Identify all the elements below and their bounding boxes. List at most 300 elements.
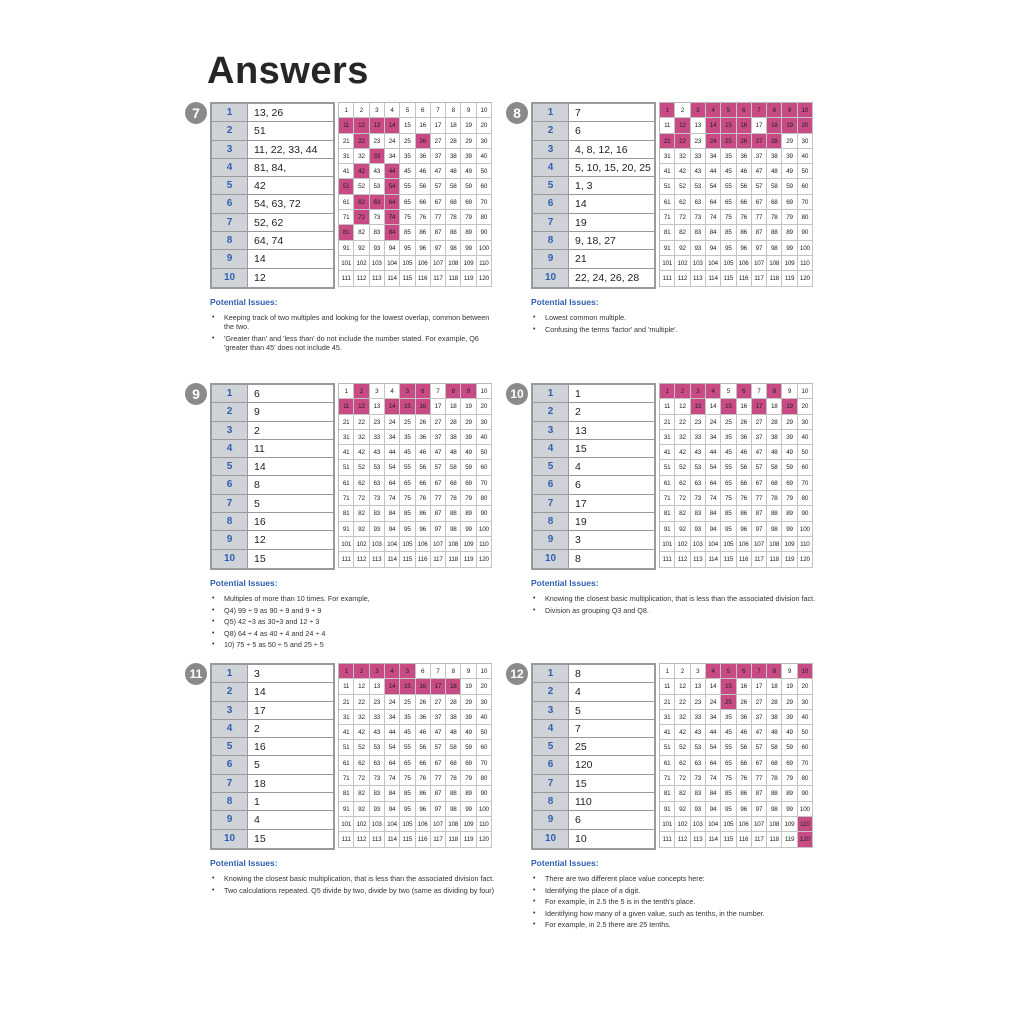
grid-cell: 44 [385,725,400,740]
grid-cell: 112 [675,271,690,286]
grid-cell: 108 [446,256,461,271]
grid-cell-highlighted: 21 [660,134,675,149]
grid-cell: 35 [721,430,736,445]
grid-cell: 89 [461,506,476,521]
grid-cell: 106 [737,256,752,271]
grid-cell-highlighted: 5 [721,664,736,679]
grid-cell: 74 [385,491,400,506]
grid-cell: 68 [767,195,782,210]
answer-index: 8 [212,232,248,249]
grid-cell: 102 [354,817,369,832]
potential-issues [210,578,500,652]
grid-cell: 73 [370,210,385,225]
grid-cell: 53 [691,179,706,194]
answer-row [533,793,654,811]
grid-cell: 43 [691,164,706,179]
grid-cell: 117 [752,832,767,847]
issues-list [210,874,500,895]
grid-cell: 75 [400,771,415,786]
grid-cell: 104 [706,537,721,552]
grid-cell-highlighted: 54 [385,179,400,194]
grid-cell: 110 [477,537,492,552]
answer-value: 3 [254,668,260,680]
grid-cell: 112 [354,271,369,286]
grid-cell-highlighted: 26 [737,134,752,149]
grid-cell: 105 [721,256,736,271]
issues-heading: Potential Issues: [531,578,599,588]
grid-cell: 54 [706,740,721,755]
answer-index: 1 [533,385,569,402]
answer-value: 7 [575,722,581,735]
grid-cell-highlighted: 84 [385,225,400,240]
grid-cell: 93 [370,802,385,817]
grid-cell: 88 [446,506,461,521]
grid-cell: 102 [675,817,690,832]
grid-cell: 59 [782,179,797,194]
grid-cell: 63 [691,756,706,771]
grid-cell: 117 [752,271,767,286]
grid-cell: 40 [477,430,492,445]
grid-cell: 113 [691,832,706,847]
grid-cell: 18 [446,118,461,133]
potential-issues [210,858,500,897]
grid-cell: 76 [416,210,431,225]
grid-cell: 59 [461,460,476,475]
grid-cell: 87 [431,506,446,521]
grid-cell: 96 [737,241,752,256]
grid-cell: 99 [461,522,476,537]
grid-cell: 85 [721,786,736,801]
grid-cell: 38 [767,149,782,164]
answer-row [212,458,333,476]
grid-cell: 86 [416,786,431,801]
grid-cell: 97 [431,522,446,537]
answer-index: 2 [212,683,248,700]
grid-cell: 70 [798,476,813,491]
answer-index: 10 [533,550,569,568]
answer-value: 8 [575,668,581,680]
grid-cell: 106 [737,817,752,832]
grid-cell: 32 [354,710,369,725]
answer-row [212,811,333,829]
grid-cell: 21 [660,415,675,430]
grid-cell-highlighted: 17 [752,399,767,414]
grid-cell: 100 [477,802,492,817]
answer-row [212,104,333,122]
grid-cell: 61 [339,195,354,210]
hundred-twenty-grid [659,102,813,287]
grid-cell: 81 [660,786,675,801]
answer-row [212,830,333,848]
grid-cell: 11 [339,679,354,694]
grid-cell: 32 [675,430,690,445]
grid-cell-highlighted: 16 [416,679,431,694]
grid-cell-highlighted: 33 [370,149,385,164]
answer-value: 14 [254,686,266,699]
grid-cell: 40 [798,710,813,725]
grid-cell-highlighted: 81 [339,225,354,240]
hundred-twenty-grid [338,102,492,287]
answer-row [533,830,654,848]
answer-row [533,250,654,268]
grid-cell-highlighted: 13 [370,118,385,133]
answer-row [212,232,333,250]
answer-row [212,495,333,513]
grid-cell: 57 [752,179,767,194]
grid-cell: 87 [752,225,767,240]
answer-row [212,738,333,756]
answer-row [212,720,333,738]
grid-cell: 33 [370,710,385,725]
grid-cell: 68 [446,476,461,491]
grid-cell: 43 [691,445,706,460]
grid-cell: 27 [752,415,767,430]
grid-cell: 69 [782,195,797,210]
grid-cell-highlighted: 22 [675,134,690,149]
issue-item: • Two calculations repeated. Q5 divide by two, divide by two (same as dividing by four) [210,886,500,895]
grid-cell: 68 [446,195,461,210]
grid-cell: 112 [675,832,690,847]
answer-index: 3 [212,422,248,439]
grid-cell: 99 [782,522,797,537]
answer-index: 9 [533,531,569,548]
grid-cell: 30 [477,415,492,430]
issues-list [531,594,821,615]
grid-cell: 116 [737,552,752,567]
answer-table [210,102,335,289]
grid-cell: 46 [416,445,431,460]
issue-item: • Identifying the place of a digit. [531,886,821,895]
answer-index: 1 [533,104,569,121]
grid-cell: 1 [660,664,675,679]
grid-cell-highlighted: 18 [446,679,461,694]
grid-cell: 21 [339,415,354,430]
grid-cell-highlighted: 8 [767,664,782,679]
grid-cell: 23 [370,134,385,149]
grid-cell: 51 [660,740,675,755]
grid-cell: 19 [782,679,797,694]
potential-issues [531,297,821,336]
grid-cell: 82 [354,506,369,521]
grid-cell: 10 [798,384,813,399]
answer-index: 3 [212,141,248,158]
answer-value: 54, 63, 72 [254,198,301,211]
hundred-twenty-grid [338,383,492,568]
grid-cell: 108 [767,817,782,832]
grid-cell: 106 [416,537,431,552]
answer-index: 7 [533,214,569,231]
grid-cell: 68 [767,756,782,771]
grid-cell: 76 [416,491,431,506]
grid-cell: 8 [446,664,461,679]
answer-value: 6 [575,479,581,492]
grid-cell: 11 [660,399,675,414]
grid-cell: 54 [385,460,400,475]
grid-cell-highlighted: 13 [691,399,706,414]
answer-index: 4 [533,440,569,457]
grid-cell: 58 [446,460,461,475]
answer-index: 5 [533,738,569,755]
grid-cell: 39 [782,149,797,164]
grid-cell: 44 [706,445,721,460]
grid-cell: 116 [416,832,431,847]
grid-cell: 113 [691,552,706,567]
grid-cell-highlighted: 18 [767,118,782,133]
grid-cell: 53 [691,740,706,755]
grid-cell: 58 [446,179,461,194]
grid-cell: 96 [737,802,752,817]
answer-value: 11 [254,442,265,455]
grid-cell: 50 [798,164,813,179]
grid-cell: 36 [737,710,752,725]
grid-cell: 44 [385,445,400,460]
grid-cell: 24 [706,415,721,430]
grid-cell: 58 [446,740,461,755]
grid-cell: 7 [431,664,446,679]
grid-cell: 114 [706,552,721,567]
grid-cell-highlighted: 44 [385,164,400,179]
grid-cell: 31 [339,430,354,445]
grid-cell: 4 [385,103,400,118]
grid-cell: 57 [431,460,446,475]
grid-cell: 63 [691,195,706,210]
grid-cell: 118 [767,271,782,286]
grid-cell: 25 [400,415,415,430]
grid-cell: 19 [461,679,476,694]
grid-cell: 56 [737,179,752,194]
grid-cell: 47 [431,164,446,179]
grid-cell: 36 [737,149,752,164]
answer-row [212,195,333,213]
grid-cell-highlighted: 5 [721,103,736,118]
grid-cell: 113 [370,271,385,286]
grid-cell: 115 [400,271,415,286]
grid-cell: 86 [416,506,431,521]
grid-cell: 108 [767,537,782,552]
grid-cell: 58 [767,179,782,194]
grid-cell: 59 [461,740,476,755]
grid-cell: 39 [782,430,797,445]
grid-cell: 41 [339,725,354,740]
issues-list [210,594,500,649]
grid-cell: 41 [660,164,675,179]
grid-cell: 51 [660,179,675,194]
grid-cell: 29 [782,134,797,149]
answer-index: 6 [533,476,569,493]
answer-table [531,663,656,850]
grid-cell: 69 [461,195,476,210]
answer-row [212,702,333,720]
grid-cell: 16 [737,399,752,414]
grid-cell: 3 [370,384,385,399]
grid-cell: 40 [477,149,492,164]
answer-value: 51 [254,125,266,138]
answer-row [212,756,333,774]
grid-cell: 36 [737,430,752,445]
grid-cell: 98 [767,802,782,817]
grid-cell: 107 [431,256,446,271]
grid-cell: 79 [782,771,797,786]
grid-cell: 28 [767,415,782,430]
grid-cell: 64 [706,756,721,771]
grid-cell: 79 [461,210,476,225]
grid-cell: 28 [446,415,461,430]
grid-cell: 115 [721,832,736,847]
grid-cell-highlighted: 19 [782,399,797,414]
grid-cell: 12 [675,679,690,694]
grid-cell: 8 [446,103,461,118]
grid-cell: 42 [354,725,369,740]
grid-cell: 119 [461,271,476,286]
grid-cell: 43 [370,164,385,179]
issues-list [531,313,821,334]
answer-value: 21 [575,253,587,266]
grid-cell: 68 [767,476,782,491]
answer-value: 4 [575,461,581,474]
answer-value: 8 [575,552,581,565]
grid-cell: 54 [385,740,400,755]
answer-index: 7 [212,495,248,512]
answer-value: 11, 22, 33, 44 [254,143,318,156]
page-title: Answers [207,50,369,92]
grid-cell: 23 [691,134,706,149]
grid-cell: 47 [752,445,767,460]
answer-value: 110 [575,796,592,809]
grid-cell: 120 [477,552,492,567]
grid-cell: 49 [782,164,797,179]
grid-cell: 81 [660,506,675,521]
grid-cell: 37 [752,430,767,445]
grid-cell: 108 [446,537,461,552]
grid-cell: 75 [721,771,736,786]
grid-cell: 35 [721,710,736,725]
grid-cell: 67 [752,476,767,491]
grid-cell: 85 [400,786,415,801]
grid-cell: 73 [691,771,706,786]
grid-cell: 14 [706,679,721,694]
hundred-twenty-grid [659,663,813,848]
grid-cell: 30 [477,695,492,710]
grid-cell: 48 [446,725,461,740]
answer-row [533,122,654,140]
answer-value: 6 [254,388,260,400]
answer-row [533,775,654,793]
grid-cell: 114 [385,552,400,567]
grid-cell: 99 [782,241,797,256]
grid-cell: 97 [431,241,446,256]
answer-index: 4 [212,440,248,457]
grid-cell: 47 [752,164,767,179]
grid-cell: 89 [461,225,476,240]
grid-cell: 62 [675,756,690,771]
answer-row [533,403,654,421]
grid-cell: 38 [767,430,782,445]
grid-cell-highlighted: 25 [721,134,736,149]
grid-cell: 92 [675,522,690,537]
answer-value: 6 [575,814,581,827]
grid-cell: 41 [339,445,354,460]
grid-cell: 109 [461,817,476,832]
grid-cell: 60 [477,740,492,755]
grid-cell: 10 [477,103,492,118]
grid-cell: 45 [721,725,736,740]
grid-cell: 67 [752,195,767,210]
answer-value: 19 [575,216,587,229]
grid-cell: 97 [431,802,446,817]
grid-cell: 7 [752,384,767,399]
grid-cell: 99 [461,802,476,817]
grid-cell: 34 [385,430,400,445]
grid-cell: 48 [767,445,782,460]
grid-cell-highlighted: 62 [354,195,369,210]
grid-cell: 24 [385,415,400,430]
grid-cell: 62 [675,195,690,210]
grid-cell: 32 [354,430,369,445]
grid-cell: 83 [370,786,385,801]
grid-cell-highlighted: 1 [660,384,675,399]
grid-cell: 9 [782,664,797,679]
grid-cell: 92 [675,241,690,256]
grid-cell: 109 [461,256,476,271]
answer-row [533,495,654,513]
grid-cell: 88 [446,225,461,240]
grid-cell: 19 [461,399,476,414]
grid-cell: 98 [446,241,461,256]
grid-cell: 42 [675,725,690,740]
grid-cell: 91 [660,802,675,817]
grid-cell: 13 [691,118,706,133]
grid-cell-highlighted: 1 [339,664,354,679]
grid-cell: 46 [737,164,752,179]
grid-cell: 31 [660,430,675,445]
grid-cell: 17 [752,679,767,694]
grid-cell: 86 [737,786,752,801]
issues-heading: Potential Issues: [210,858,278,868]
answer-value: 17 [254,704,266,717]
grid-cell: 24 [385,134,400,149]
answer-row [533,385,654,403]
grid-cell: 82 [675,225,690,240]
grid-cell-highlighted: 12 [675,118,690,133]
answer-row [533,104,654,122]
grid-cell: 73 [370,491,385,506]
grid-cell: 114 [385,271,400,286]
issues-heading: Potential Issues: [210,297,278,307]
answer-index: 7 [533,495,569,512]
grid-cell: 80 [798,210,813,225]
grid-cell: 98 [767,522,782,537]
grid-cell: 118 [446,271,461,286]
grid-cell: 94 [385,802,400,817]
answer-row [533,756,654,774]
grid-cell: 96 [416,241,431,256]
answer-value: 42 [254,180,266,193]
grid-cell: 33 [691,430,706,445]
grid-cell-highlighted: 63 [370,195,385,210]
answer-value: 52, 62 [254,216,284,229]
issue-item: • Knowing the closest basic multiplication, that is less than the associated division fact. [210,874,500,883]
grid-cell: 94 [706,802,721,817]
grid-cell: 55 [721,179,736,194]
grid-cell-highlighted: 9 [461,384,476,399]
question-number-badge: 8 [506,102,528,124]
grid-cell: 66 [416,756,431,771]
answer-value: 3 [575,534,581,547]
answer-row [212,440,333,458]
grid-cell: 44 [706,164,721,179]
grid-cell: 101 [339,256,354,271]
grid-cell: 23 [691,695,706,710]
